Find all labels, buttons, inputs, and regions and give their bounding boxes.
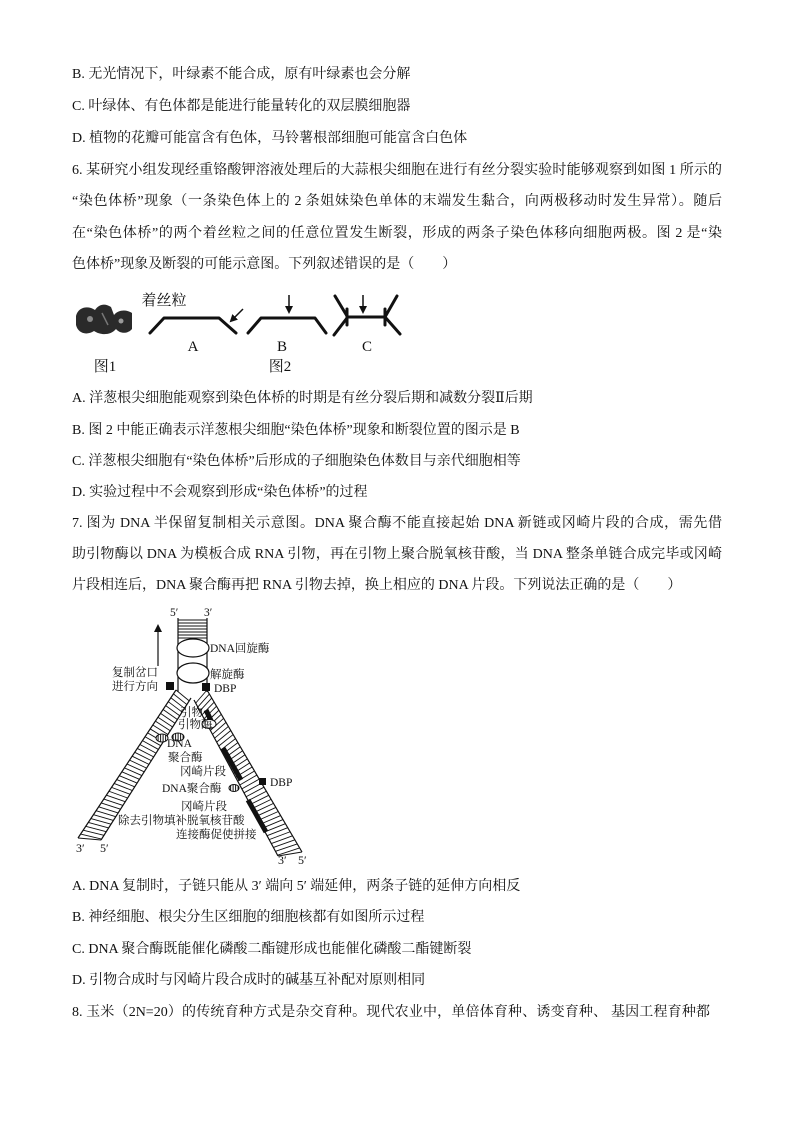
q5-option-b: B. 无光情况下，叶绿素不能合成，原有叶绿素也会分解 — [72, 67, 411, 82]
dbp-label-right: DBP — [270, 777, 293, 789]
top-5prime-label: 5′ — [170, 607, 179, 619]
base-pair-hatch — [161, 713, 175, 723]
base-pair-hatch — [215, 726, 229, 738]
base-pair-hatch — [142, 741, 158, 750]
helicase-ellipse — [177, 663, 209, 683]
chromosome-c-arm — [334, 318, 347, 335]
polymerase-label-2: 聚合酶 — [168, 752, 203, 764]
micrograph-spot — [87, 316, 93, 322]
chromosome-c-arm — [385, 296, 397, 317]
base-pair-hatch — [271, 836, 292, 844]
primer-label: 引物 — [180, 707, 203, 719]
q6-option-b: B. 图 2 中能正确表示洋葱根尖细胞“染色体桥”现象和断裂位置的图示是 B — [72, 423, 520, 438]
base-pair-hatch — [267, 828, 288, 836]
base-pair-hatch — [155, 721, 170, 731]
dbp-block-lower — [259, 778, 266, 785]
q7-stem-line-1: 7. 图为 DNA 半保留复制相关示意图。DNA 聚合酶不能直接起始 DNA 新链或冈崎片段的合成，需先借 — [72, 516, 722, 531]
q7-option-b: B. 神经细胞、根尖分生区细胞的细胞核都有如图所示过程 — [72, 910, 425, 925]
remove-primer-label: 除去引物填补脱氧核苷酸 — [118, 815, 245, 827]
base-pair-hatch — [166, 706, 180, 716]
chromosome-c-arm — [385, 317, 400, 334]
base-pair-hatch — [198, 694, 210, 707]
base-pair-hatch — [130, 760, 147, 768]
base-pair-hatch — [86, 826, 107, 831]
bottom-right-5prime-label: 5′ — [298, 853, 307, 867]
q5-option-c: C. 叶绿体、有色体都是能进行能量转化的双层膜细胞器 — [72, 99, 411, 114]
parent-base-pairs — [178, 620, 207, 638]
dbp-block-right — [202, 683, 210, 691]
base-pair-hatch — [242, 779, 259, 789]
base-pair-hatch — [196, 690, 207, 703]
base-pair-hatch — [140, 745, 156, 754]
q6-stem-line-4: 色体桥”现象及断裂的可能示意图。下列叙述错误的是（ ） — [72, 257, 457, 272]
base-pair-hatch — [248, 791, 266, 800]
label-b: B — [276, 339, 288, 355]
base-pair-hatch — [263, 820, 283, 828]
fig1-micrograph — [76, 305, 132, 335]
gyrase-ellipse — [177, 639, 209, 657]
chromosome-bridge-figure — [70, 285, 415, 380]
centromere-label: 着丝粒 — [141, 293, 187, 309]
base-pair-hatch — [127, 764, 144, 772]
dbp-block-left — [166, 682, 174, 690]
base-pair-hatch — [153, 725, 168, 734]
primase-label: 引物酶 — [178, 719, 213, 731]
base-pair-hatch — [132, 756, 149, 764]
base-pair-hatch — [261, 816, 281, 824]
label-c: C — [361, 339, 373, 355]
base-pair-hatch — [219, 735, 233, 746]
dna-replication-figure — [70, 600, 320, 872]
base-pair-hatch — [176, 690, 189, 701]
base-pair-hatch — [217, 731, 231, 743]
base-pair-hatch — [246, 787, 264, 797]
polymerase-label-1: DNA — [167, 738, 192, 750]
fig2-caption: 图2 — [268, 359, 292, 375]
q7-stem-line-2: 助引物酶以 DNA 为模板合成 RNA 引物，再在引物上聚合脱氧核苷酸，当 DNA 整条单链合成完毕或冈崎 — [72, 547, 722, 562]
dna-polymerase-label: DNA聚合酶 — [162, 783, 222, 795]
base-pair-hatch — [273, 840, 294, 848]
chromosome-c-arm — [335, 296, 347, 316]
okazaki-label-2: 冈崎片段 — [181, 801, 227, 813]
base-pair-hatch — [252, 799, 271, 808]
base-pair-hatch — [244, 783, 262, 793]
fork-direction-label-1: 复制岔口 — [112, 667, 158, 679]
micrograph-cell-mass — [76, 305, 132, 335]
chromosome-a — [150, 318, 236, 333]
base-pair-hatch — [173, 694, 186, 705]
q6-option-c: C. 洋葱根尖细胞有“染色体桥”后形成的子细胞染色体数目与亲代细胞相等 — [72, 454, 521, 469]
q8-stem-line-1: 8. 玉米（2N=20）的传统育种方式是杂交育种。现代农业中，单倍体育种、诱变育种、 基因工程育种都 — [72, 1005, 710, 1020]
base-pair-hatch — [158, 717, 173, 727]
label-a: A — [187, 339, 199, 355]
dbp-label-top: DBP — [214, 683, 237, 695]
base-pair-hatch — [254, 803, 273, 812]
base-pair-hatch — [83, 830, 104, 835]
helicase-label: 解旋酶 — [210, 669, 245, 681]
base-pair-hatch — [257, 807, 276, 816]
okazaki-label-1: 冈崎片段 — [180, 766, 226, 778]
fork-direction-label-2: 进行方向 — [112, 681, 158, 693]
q7-option-c: C. DNA 聚合酶既能催化磷酸二酯键形成也能催化磷酸二酯键断裂 — [72, 942, 472, 957]
base-pair-hatch — [250, 795, 268, 804]
q5-option-d: D. 植物的花瓣可能富含有色体，马铃薯根部细胞可能富含白色体 — [72, 131, 468, 146]
gyrase-label: DNA回旋酶 — [210, 643, 270, 655]
okazaki-fragment — [248, 800, 266, 832]
polymerase-oval — [229, 785, 239, 792]
chromosome-b — [248, 318, 326, 333]
base-pair-hatch — [135, 752, 152, 760]
ligase-label: 连接酶促使拼接 — [176, 829, 257, 841]
base-pair-hatch — [91, 819, 111, 825]
base-pair-hatch — [259, 812, 279, 821]
bottom-left-5prime-label: 5′ — [100, 841, 109, 855]
q6-stem-line-1: 6. 某研究小组发现经重铬酸钾溶液处理后的大蒜根尖细胞在进行有丝分裂实验时能够观察到如图 1 所示的 — [72, 163, 722, 178]
base-pair-hatch — [269, 832, 290, 840]
q7-option-a: A. DNA 复制时，子链只能从 3′ 端向 5′ 端延伸，两条子链的延伸方向相反 — [72, 879, 521, 894]
q6-stem-line-3: 在“染色体桥”的两个着丝粒之间的任意位置发生断裂，形成的两条子染色体移向细胞两极。图 2 是“染 — [72, 226, 722, 241]
q6-option-d: D. 实验过程中不会观察到形成“染色体桥”的过程 — [72, 485, 368, 500]
top-3prime-label: 3′ — [204, 607, 213, 619]
bottom-right-3prime-label: 3′ — [278, 853, 287, 867]
micrograph-spot — [119, 319, 124, 324]
base-pair-hatch — [88, 822, 108, 827]
base-pair-hatch — [240, 775, 257, 785]
fig1-caption: 图1 — [93, 359, 117, 375]
bottom-left-3prime-label: 3′ — [76, 841, 85, 855]
q7-stem-line-3: 片段相连后，DNA 聚合酶再把 RNA 引物去掉，换上相应的 DNA 片段。下列说法正确的是（ ） — [72, 578, 682, 593]
break-arrow-a — [231, 309, 243, 321]
base-pair-hatch — [163, 709, 177, 719]
base-pair-hatch — [137, 748, 153, 756]
chromosome-c — [334, 296, 400, 335]
q6-stem-line-2: “染色体桥”现象（一条染色体上的 2 条姐妹染色单体的末端发生黏合，向两极移动时发生异常）。随后 — [72, 194, 722, 209]
q6-option-a: A. 洋葱根尖细胞能观察到染色体桥的时期是有丝分裂后期和减数分裂Ⅱ后期 — [72, 391, 533, 406]
q7-option-d: D. 引物合成时与冈崎片段合成时的碱基互补配对原则相同 — [72, 973, 426, 988]
